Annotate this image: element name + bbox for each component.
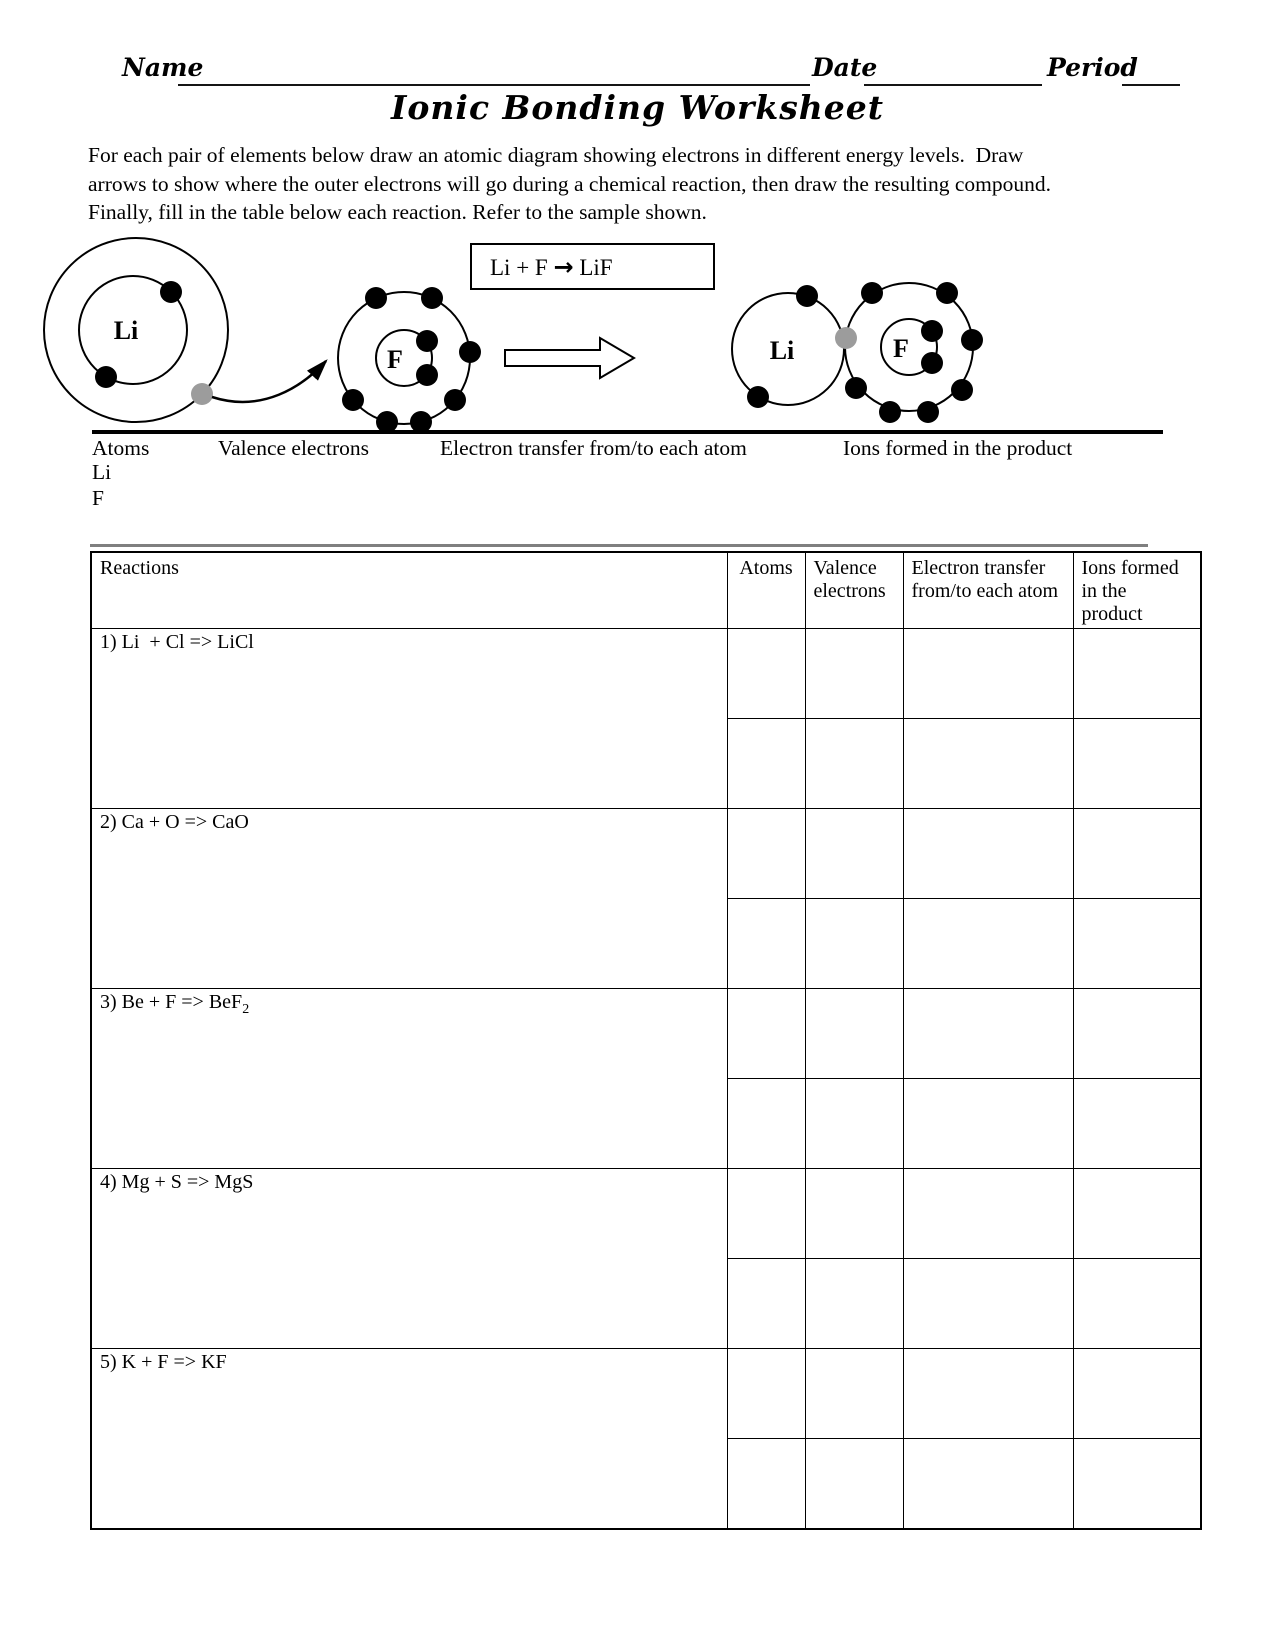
answer-cell: [903, 1169, 1073, 1259]
instructions-line-1: For each pair of elements below draw an atomic diagram showing electrons in different energy levels. Draw: [88, 143, 1024, 167]
equation-product: LiF: [573, 255, 613, 280]
table-header-row: [91, 552, 1201, 629]
answer-cell: [805, 1169, 903, 1259]
electron-dot: [747, 386, 769, 408]
electron-dot: [917, 401, 939, 423]
header-valence: Valence electrons: [805, 552, 903, 629]
answer-cell: [727, 989, 805, 1079]
f-symbol: F: [387, 345, 403, 374]
date-label: Date: [812, 53, 878, 82]
electron-dot: [95, 366, 117, 388]
reaction-1-cell: [91, 629, 727, 809]
instructions-line-2: arrows to show where the outer electrons will go during a chemical reaction, then draw the resulting compound.: [88, 172, 1052, 196]
page-title: Ionic Bonding Worksheet: [390, 88, 885, 127]
electron-dot: [421, 287, 443, 309]
reaction-3-cell: 3) Be + F => BeF$_2$: [91, 989, 727, 1169]
electron-dot: [416, 364, 438, 386]
name-blank-line: [178, 84, 810, 86]
electron-dot: [936, 282, 958, 304]
reaction-2-cell: [91, 809, 727, 989]
sample-atom-f: F: [92, 486, 104, 510]
equation-reactants: Li + F: [490, 255, 554, 280]
sample-col-valence: Valence electrons: [218, 436, 370, 460]
sample-equation-box: [470, 243, 715, 290]
answer-cell: [805, 1259, 903, 1349]
table-top-underscore-line: [90, 544, 1148, 547]
li-ion-symbol: Li: [769, 336, 795, 365]
answer-cell: [805, 1439, 903, 1530]
electron-dot: [921, 320, 943, 342]
period-blank-line: [1122, 84, 1180, 86]
electron-dot: [879, 401, 901, 423]
answer-cell: [727, 1079, 805, 1169]
header-ions: Ions formed in the product: [1073, 552, 1201, 629]
table-row: [91, 809, 1201, 899]
reaction-2-label: 2) Ca + O => CaO: [100, 811, 249, 833]
electron-dot: [845, 377, 867, 399]
reaction-5-cell: [91, 1349, 727, 1530]
answer-cell: [805, 809, 903, 899]
answer-cell: [1073, 989, 1201, 1079]
answer-cell: [805, 1079, 903, 1169]
answer-cell: [1073, 1349, 1201, 1439]
reactant-li-atom: [44, 238, 228, 422]
table-row: [91, 629, 1201, 719]
answer-cell: [727, 1349, 805, 1439]
answer-cell: [903, 809, 1073, 899]
transferred-electron-dot: [191, 383, 213, 405]
table-row: [91, 1169, 1201, 1259]
answer-cell: [903, 989, 1073, 1079]
electron-dot: [951, 379, 973, 401]
li-symbol: Li: [113, 316, 139, 345]
electron-dot: [416, 330, 438, 352]
answer-cell: [805, 899, 903, 989]
answer-cell: [1073, 809, 1201, 899]
answer-cell: [903, 1349, 1073, 1439]
sample-col-transfer: Electron transfer from/to each atom: [440, 436, 747, 460]
electron-dot: [459, 341, 481, 363]
electron-dot: [365, 287, 387, 309]
electron-dot: [961, 329, 983, 351]
section-divider-rule: [92, 430, 1163, 434]
electron-dot: [861, 282, 883, 304]
reaction-4-cell: [91, 1169, 727, 1349]
sample-col-atoms: Atoms: [92, 436, 150, 460]
date-blank-line: [864, 84, 1042, 86]
answer-cell: [727, 1169, 805, 1259]
sample-col-ions: Ions formed in the product: [843, 436, 1073, 460]
answer-cell: [1073, 1439, 1201, 1530]
reaction-5-label: 5) K + F => KF: [100, 1351, 227, 1373]
name-label: Name: [122, 53, 204, 82]
answer-cell: [903, 1259, 1073, 1349]
answer-cell: [727, 629, 805, 719]
header-reactions: Reactions: [91, 552, 727, 629]
answer-cell: [1073, 719, 1201, 809]
answer-cell: [1073, 629, 1201, 719]
answer-cell: [727, 1259, 805, 1349]
reaction-3-label: 3) Be + F => BeF: [100, 991, 243, 1013]
header-atoms: Atoms: [727, 552, 805, 629]
reactant-f-atom: [338, 287, 481, 433]
answer-cell: [903, 899, 1073, 989]
period-label: Period: [1047, 53, 1138, 82]
electron-dot: [796, 285, 818, 307]
product-f-ion: [835, 282, 983, 423]
electron-dot: [160, 281, 182, 303]
answer-cell: [903, 1079, 1073, 1169]
sample-atom-li: Li: [92, 460, 112, 484]
answer-cell: [727, 1439, 805, 1530]
answer-cell: [1073, 899, 1201, 989]
electron-dot: [444, 389, 466, 411]
answer-cell: [903, 629, 1073, 719]
electron-transfer-arrow: [212, 361, 326, 402]
table-row: [91, 1349, 1201, 1439]
yields-block-arrow: [505, 338, 634, 378]
f-ion-symbol: F: [893, 334, 909, 363]
transferred-electron-dot: [835, 327, 857, 349]
answer-cell: [1073, 1259, 1201, 1349]
answer-cell: [805, 1349, 903, 1439]
answer-cell: [805, 989, 903, 1079]
reaction-4-label: 4) Mg + S => MgS: [100, 1171, 254, 1193]
answer-cell: [727, 809, 805, 899]
answer-cell: [805, 719, 903, 809]
answer-cell: [727, 899, 805, 989]
answer-cell: [1073, 1169, 1201, 1259]
equation-arrow-icon: →: [553, 253, 574, 281]
table-row: [91, 989, 1201, 1079]
answer-cell: [727, 719, 805, 809]
reaction-1-label: 1) Li + Cl => LiCl: [100, 631, 254, 653]
electron-dot: [342, 389, 364, 411]
answer-cell: [903, 1439, 1073, 1530]
product-li-ion: [732, 285, 844, 408]
answer-cell: [903, 719, 1073, 809]
instructions-line-3: Finally, fill in the table below each reaction. Refer to the sample shown.: [88, 200, 707, 224]
reactions-table: [90, 551, 1202, 1530]
answer-cell: [805, 629, 903, 719]
answer-cell: [1073, 1079, 1201, 1169]
electron-dot: [921, 352, 943, 374]
header-transfer: Electron transfer from/to each atom: [903, 552, 1073, 629]
